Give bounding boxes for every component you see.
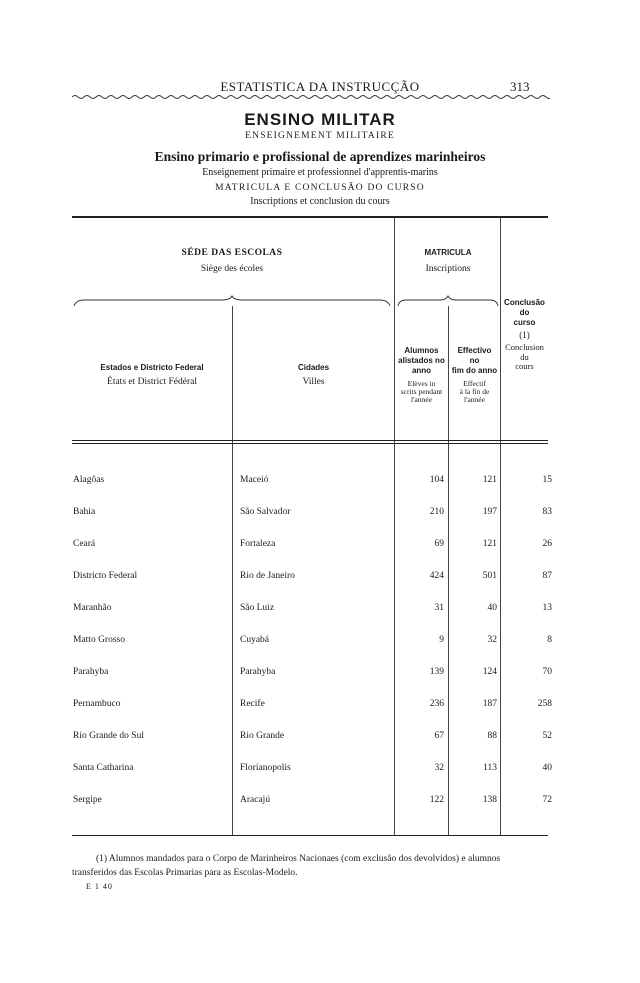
- cell-cidade: Maceió: [240, 475, 269, 485]
- table-row: [0, 475, 640, 489]
- col-conclusao-l1: Conclusão: [504, 298, 545, 307]
- group-sede-fr: Siège des écoles: [200, 264, 264, 274]
- cell-conclusao: 72: [542, 795, 552, 805]
- col-estados-fr: États et District Fédéral: [107, 377, 197, 387]
- cell-alumnos: 31: [434, 603, 444, 613]
- cell-estado: Bahia: [73, 507, 96, 517]
- col-cidades-header: [233, 363, 394, 387]
- running-title: ESTATISTICA DA INSTRUCÇÃO: [220, 79, 420, 94]
- cell-effectivo: 501: [482, 571, 497, 581]
- cell-cidade: São Luiz: [240, 603, 275, 613]
- table-row: [0, 699, 640, 713]
- col-alumnos-l2: alistados no: [398, 356, 445, 365]
- table-bottom-rule: [72, 835, 548, 836]
- col-effectivo-fr-l1: Effectif: [463, 379, 486, 388]
- cell-conclusao: 52: [542, 731, 552, 741]
- cell-alumnos: 424: [429, 571, 444, 581]
- col-estados-header: [72, 363, 232, 387]
- col-effectivo-l1: Effectivo: [457, 346, 492, 355]
- cell-alumnos: 122: [429, 795, 444, 805]
- col-alumnos-l3: anno: [411, 366, 432, 375]
- cell-alumnos: 9: [439, 635, 444, 645]
- subtitle: Ensino primario e profissional de aprendizes marinheiros: [154, 149, 486, 164]
- cell-cidade: Cuyabá: [240, 635, 270, 645]
- table-row: [0, 731, 640, 745]
- col-effectivo-l3: fim do anno: [451, 366, 498, 375]
- table-row: [0, 507, 640, 521]
- footnote-code: E 1 40: [86, 882, 113, 891]
- table-top-rule: [72, 216, 548, 218]
- group-matricula-fr: Inscriptions: [425, 264, 471, 274]
- col-effectivo-fr-l2: à la fin de: [459, 387, 490, 396]
- cell-conclusao: 26: [542, 539, 552, 549]
- cell-estado: Sergipe: [73, 795, 102, 805]
- cell-effectivo: 124: [482, 667, 497, 677]
- col-alumnos-l1: Alumnos: [404, 346, 439, 355]
- wavy-rule: [72, 94, 550, 100]
- cell-cidade: Rio de Janeiro: [240, 571, 295, 581]
- header-rule-1: [72, 440, 548, 441]
- cell-estado: Matto Grosso: [73, 635, 125, 645]
- cell-estado: Rio Grande do Sul: [73, 731, 144, 741]
- main-title-fr: ENSEIGNEMENT MILITAIRE: [245, 131, 395, 141]
- cell-conclusao: 83: [542, 507, 552, 517]
- footnote-line-2: transferidos das Escolas Primarias para as Escolas-Modelo.: [72, 868, 298, 878]
- cell-effectivo: 197: [482, 507, 497, 517]
- table-row: [0, 603, 640, 617]
- cell-cidade: Recife: [240, 699, 265, 709]
- col-cidades-fr: Villes: [302, 377, 325, 387]
- cell-alumnos: 104: [429, 475, 444, 485]
- col-effectivo-l2: no: [469, 356, 480, 365]
- col-conclusao-note: (1): [519, 330, 530, 340]
- cell-estado: Parahyba: [73, 667, 109, 677]
- cell-effectivo: 40: [487, 603, 497, 613]
- cell-cidade: Aracajú: [240, 795, 271, 805]
- col-conclusao-fr-l2: du: [520, 351, 529, 362]
- col-conclusao-l3: curso: [513, 318, 536, 327]
- cell-conclusao: 87: [542, 571, 552, 581]
- cell-conclusao: 13: [542, 603, 552, 613]
- cell-estado: Ceará: [73, 539, 96, 549]
- table-row: [0, 635, 640, 649]
- cell-conclusao: 258: [537, 699, 552, 709]
- col-conclusao-fr-l3: cours: [515, 361, 534, 371]
- cell-conclusao: 15: [542, 475, 552, 485]
- cell-conclusao: 70: [542, 667, 552, 677]
- table-row: [0, 539, 640, 553]
- cell-alumnos: 139: [429, 667, 444, 677]
- cell-alumnos: 67: [434, 731, 444, 741]
- group-matricula: MATRICULA: [424, 248, 472, 257]
- col-cidades: Cidades: [297, 363, 330, 372]
- cell-effectivo: 138: [482, 795, 497, 805]
- col-effectivo-header: [449, 346, 500, 404]
- col-conclusao-header: [501, 298, 548, 372]
- cell-alumnos: 210: [429, 507, 444, 517]
- col-alumnos-header: [395, 346, 448, 404]
- cell-estado: Districto Federal: [73, 571, 138, 581]
- section-title-fr: Inscriptions et conclusion du cours: [250, 196, 390, 207]
- cell-alumnos: 32: [434, 763, 444, 773]
- cell-conclusao: 40: [542, 763, 552, 773]
- table-row: [0, 795, 640, 809]
- cell-estado: Santa Catharina: [73, 763, 134, 773]
- cell-effectivo: 121: [482, 539, 497, 549]
- cell-alumnos: 236: [429, 699, 444, 709]
- subtitle-fr: Enseignement primaire et professionnel d'apprentis-marins: [202, 167, 438, 178]
- table-row: [0, 763, 640, 777]
- cell-conclusao: 8: [547, 635, 552, 645]
- cell-cidade: Florianopolis: [240, 763, 291, 773]
- cell-cidade: Fortaleza: [240, 539, 276, 549]
- cell-cidade: São Salvador: [240, 507, 291, 517]
- cell-cidade: Rio Grande: [240, 731, 285, 741]
- cell-effectivo: 113: [483, 763, 497, 773]
- cell-estado: Alagôas: [73, 475, 105, 485]
- cell-alumnos: 69: [434, 539, 444, 549]
- table-row: [0, 571, 640, 585]
- main-title: ENSINO MILITAR: [244, 110, 396, 129]
- cell-effectivo: 88: [487, 731, 497, 741]
- footnote-line-1: (1) Alumnos mandados para o Corpo de Marinheiros Nacionaes (com exclusão dos devolvidos) e alumnos: [96, 854, 501, 864]
- sede-brace: [72, 294, 394, 308]
- col-effectivo-fr-l3: l'année: [464, 395, 485, 404]
- col-alumnos-fr-l1: Elèves in: [407, 379, 436, 388]
- col-alumnos-fr-l2: scrits pendant: [400, 387, 443, 396]
- col-estados: Estados e Districto Federal: [100, 363, 204, 372]
- footnote: [72, 852, 552, 894]
- cell-effectivo: 121: [482, 475, 497, 485]
- col-conclusao-fr-l1: Conclusion: [505, 342, 544, 352]
- title-block: [0, 110, 640, 130]
- cell-estado: Maranhão: [73, 603, 112, 613]
- cell-effectivo: 32: [487, 635, 497, 645]
- cell-cidade: Parahyba: [240, 667, 276, 677]
- col-alumnos-fr-l3: l'année: [411, 395, 432, 404]
- header-rule-2: [72, 443, 548, 444]
- table-row: [0, 667, 640, 681]
- group-sede: SÉDE DAS ESCOLAS: [181, 248, 283, 258]
- cell-effectivo: 187: [482, 699, 497, 709]
- col-conclusao-l2: do: [519, 308, 530, 317]
- page-number: 313: [510, 79, 530, 94]
- section-title: MATRICULA E CONCLUSÃO DO CURSO: [215, 183, 425, 193]
- cell-estado: Pernambuco: [73, 699, 121, 709]
- matricula-brace: [396, 294, 500, 308]
